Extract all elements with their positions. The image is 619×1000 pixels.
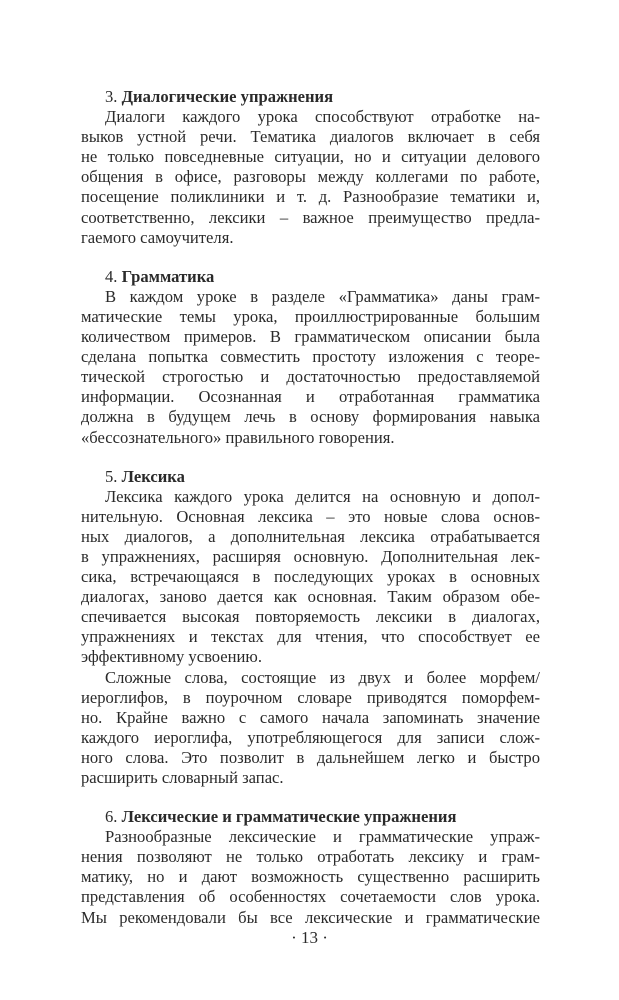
paragraph	[81, 487, 540, 668]
text-line: количеством примеров. В грамматическом описании была	[81, 327, 540, 347]
section-heading	[81, 807, 540, 827]
text-line: но. Крайне важно с самого начала запоминать значение	[81, 707, 540, 727]
text-line: не только повседневные ситуации, но и ситуации делового	[81, 147, 540, 167]
section-number: 4.	[105, 266, 118, 286]
text-line: эффективному усвоению.	[81, 647, 262, 667]
text-line: тической строгостью и достаточностью предоставляемой	[81, 367, 540, 387]
text-line: сика, встречающаяся в последующих уроках в основных	[81, 567, 540, 587]
section-heading	[81, 467, 540, 487]
text-line: сделана попытка совместить простоту изложения с теоре-	[81, 347, 540, 367]
section-number: 6.	[105, 807, 118, 827]
section-title: Грамматика	[121, 266, 215, 286]
text-line: выков устной речи. Тематика диалогов включает в себя	[81, 127, 540, 147]
text-line: общения в офисе, разговоры между коллегами по работе,	[81, 167, 540, 187]
paragraph	[81, 287, 540, 448]
text-line: Диалоги каждого урока способствуют отработке на-	[105, 107, 540, 127]
text-line: информации. Осознанная и отработанная грамматика	[81, 387, 540, 407]
text-line: Разнообразные лексические и грамматические упраж-	[105, 827, 540, 847]
section-title: Лексические и грамматические упражнения	[121, 807, 457, 827]
page-number: · 13 ·	[291, 928, 328, 947]
section-number: 5.	[105, 466, 118, 486]
section-heading	[81, 87, 540, 107]
text-line: в упражнениях, расширяя основную. Дополнительная лек-	[81, 546, 540, 566]
page-body	[81, 87, 540, 947]
text-line: представления об особенностях сочетаемости слов урока.	[81, 887, 540, 907]
text-line: «бессознательного» правильного говорения.	[81, 427, 395, 447]
text-line: Мы рекомендовали бы все лексические и грамматические	[81, 907, 540, 927]
section	[81, 807, 540, 928]
text-line: ного слова. Это позволит в дальнейшем легко и быстро	[81, 747, 540, 767]
text-line: упражнениях и текстах для чтения, что способствует ее	[81, 627, 540, 647]
text-line: диалогах, заново дается как основная. Таким образом обе-	[81, 587, 540, 607]
section	[81, 267, 540, 448]
section-title: Диалогические упражнения	[121, 87, 334, 106]
section-title: Лексика	[121, 466, 185, 486]
section	[81, 87, 540, 248]
text-line: нительную. Основная лексика – это новые слова основ-	[81, 506, 540, 526]
paragraph	[81, 668, 540, 789]
text-line: каждого иероглифа, употребляющегося для записи слож-	[81, 727, 540, 747]
text-line: матику, но и дают возможность существенно расширить	[81, 867, 540, 887]
paragraph	[81, 827, 540, 927]
text-line: спечивается высокая повторяемость лексики в диалогах,	[81, 607, 540, 627]
text-line: иероглифов, в поурочном словаре приводятся поморфем-	[81, 687, 540, 707]
paragraph	[81, 107, 540, 248]
text-line: В каждом уроке в разделе «Грамматика» даны грам-	[105, 286, 540, 306]
text-line: расширить словарный запас.	[81, 768, 284, 787]
text-line: нения позволяют не только отработать лексику и грам-	[81, 847, 540, 867]
text-line: должна в будущем лечь в основу формирования навыка	[81, 407, 540, 427]
text-line: соответственно, лексики – важное преимущество предла-	[81, 207, 540, 227]
text-line: гаемого самоучителя.	[81, 227, 234, 247]
section	[81, 467, 540, 789]
text-line: Лексика каждого урока делится на основную и допол-	[105, 486, 540, 506]
text-line: Сложные слова, состоящие из двух и более морфем/	[105, 667, 540, 687]
section-heading	[81, 267, 540, 287]
text-line: матические темы урока, проиллюстрированные большим	[81, 306, 540, 326]
section-number: 3.	[105, 87, 118, 106]
text-line: ных диалогов, а дополнительная лексика отрабатывается	[81, 526, 540, 546]
text-line: посещение поликлиники и т. д. Разнообразие тематики и,	[81, 187, 540, 207]
